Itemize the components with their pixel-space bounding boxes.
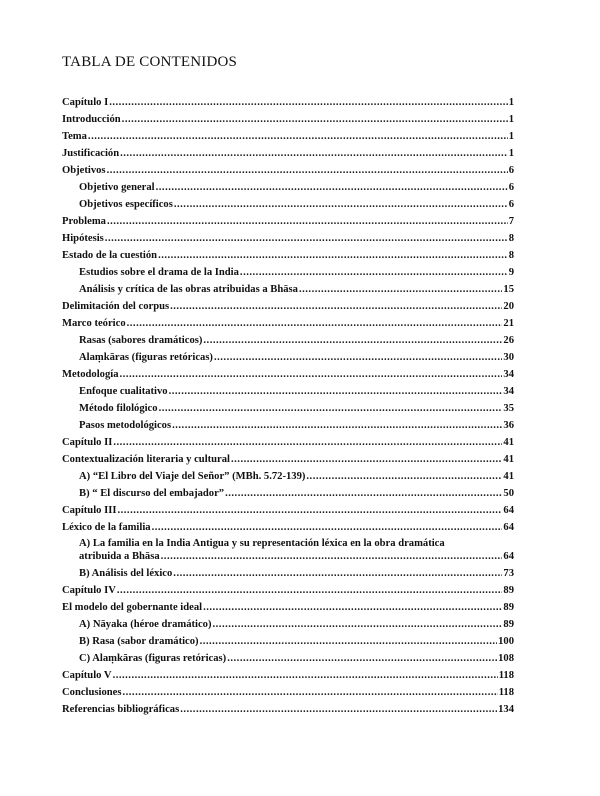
toc-entry-page: 6: [508, 165, 514, 176]
dot-leader: [240, 267, 508, 279]
toc-entry[interactable]: [62, 228, 514, 245]
dot-leader: [161, 550, 503, 563]
dot-leader: [203, 335, 502, 347]
toc-entry[interactable]: [62, 432, 514, 449]
dot-leader: [109, 97, 507, 109]
dot-leader: [127, 318, 503, 330]
toc-entry-page: 100: [498, 636, 514, 647]
toc-entry-page: 8: [508, 250, 514, 261]
toc-entry-title: Objetivo general: [79, 182, 155, 193]
dot-leader: [231, 454, 502, 466]
dot-leader: [105, 233, 508, 245]
page-title: TABLA DE CONTENIDOS: [62, 54, 238, 70]
toc-entry[interactable]: [62, 534, 514, 563]
toc-entry[interactable]: [62, 449, 514, 466]
toc-entry-page: 118: [498, 670, 514, 681]
toc-entry-title: Hipótesis: [62, 233, 104, 244]
toc-entry-page: 50: [503, 488, 514, 499]
toc-entry-title: Pasos metodológicos: [79, 420, 172, 431]
toc-entry[interactable]: [62, 330, 514, 347]
toc-entry-page: 41: [503, 437, 514, 448]
toc-entry-page: 34: [503, 386, 514, 397]
toc-entry-title: Análisis y crítica de las obras atribuidas a Bhāsa: [79, 284, 298, 295]
dot-leader: [159, 403, 503, 415]
toc-entry-title: Capítulo IV: [62, 585, 116, 596]
toc-entry-page: 20: [503, 301, 514, 312]
dot-leader: [107, 165, 508, 177]
toc-entry[interactable]: [62, 143, 514, 160]
toc-entry-page: 1: [508, 148, 514, 159]
dot-leader: [173, 568, 502, 580]
toc-entry-title: Alaṃkāras (figuras retóricas): [79, 352, 213, 363]
toc-entry-title: A) “El Libro del Viaje del Señor” (MBh. 5.72-139): [79, 471, 306, 482]
dot-leader: [113, 670, 498, 682]
toc-entry-title: Contextualización literaria y cultural: [62, 454, 230, 465]
dot-leader: [200, 636, 498, 648]
toc-entry-page: 89: [503, 585, 514, 596]
toc-entry-title: Estado de la cuestión: [62, 250, 158, 261]
toc-entry-page: 36: [503, 420, 514, 431]
toc-entry-title: atribuida a Bhāsa: [79, 551, 160, 562]
toc-entry-title: Objetivos: [62, 165, 106, 176]
dot-leader: [169, 386, 503, 398]
toc-entry[interactable]: [62, 682, 514, 699]
toc-entry[interactable]: [62, 381, 514, 398]
toc-entry-title: Objetivos específicos: [79, 199, 173, 210]
dot-leader: [203, 602, 502, 614]
toc-entry-page: 15: [503, 284, 514, 295]
toc-entry[interactable]: [62, 500, 514, 517]
dot-leader: [117, 505, 502, 517]
toc-entry-title: Metodología: [62, 369, 119, 380]
toc-entry[interactable]: [62, 364, 514, 381]
toc-entry[interactable]: [62, 313, 514, 330]
toc-entry[interactable]: [62, 211, 514, 228]
toc-entry[interactable]: [62, 563, 514, 580]
toc-entry-page: 9: [508, 267, 514, 278]
toc-entry[interactable]: [62, 580, 514, 597]
toc-entry-page: 7: [508, 216, 514, 227]
dot-leader: [120, 148, 508, 160]
toc-entry-title: Capítulo I: [62, 97, 109, 108]
dot-leader: [122, 687, 497, 699]
dot-leader: [172, 420, 502, 432]
dot-leader: [306, 471, 502, 483]
toc-entry-page: 73: [503, 568, 514, 579]
toc-entry[interactable]: [62, 483, 514, 500]
dot-leader: [214, 352, 502, 364]
toc-entry[interactable]: [62, 160, 514, 177]
toc-entry-page: 6: [508, 199, 514, 210]
toc-entry-title: Método filológico: [79, 403, 158, 414]
toc-entry-page: 64: [503, 505, 514, 516]
toc-entry-title: Marco teórico: [62, 318, 126, 329]
toc-entry[interactable]: [62, 194, 514, 211]
toc-entry-title: Conclusiones: [62, 687, 122, 698]
toc-entry[interactable]: [62, 398, 514, 415]
toc-entry-title: B) “ El discurso del embajador”: [79, 488, 225, 499]
toc-entry-title: Delimitación del corpus: [62, 301, 170, 312]
toc-entry-page: 1: [508, 97, 514, 108]
toc-entry-page: 134: [498, 704, 514, 715]
toc-entry-title: Rasas (sabores dramáticos): [79, 335, 203, 346]
toc-entry[interactable]: [62, 614, 514, 631]
toc-entry-page: 35: [503, 403, 514, 414]
dot-leader: [107, 216, 508, 228]
dot-leader: [117, 585, 503, 597]
toc-entry-page: 6: [508, 182, 514, 193]
toc-entry[interactable]: [62, 648, 514, 665]
toc-entry[interactable]: [62, 92, 514, 109]
toc-entry-title: Léxico de la familia: [62, 522, 151, 533]
toc-entry-page: 89: [503, 602, 514, 613]
toc-entry-page: 64: [503, 551, 514, 562]
toc-entry-page: 41: [503, 454, 514, 465]
dot-leader: [170, 301, 502, 313]
dot-leader: [174, 199, 508, 211]
dot-leader: [227, 653, 497, 665]
toc-entry-page: 26: [503, 335, 514, 346]
toc-entry[interactable]: [62, 347, 514, 364]
dot-leader: [156, 182, 508, 194]
toc-entry[interactable]: [62, 279, 514, 296]
toc-entry-title: El modelo del gobernante ideal: [62, 602, 203, 613]
dot-leader: [299, 284, 502, 296]
toc-entry-title-line1: A) La familia en la India Antigua y su representación léxica en la obra dramática: [79, 538, 445, 549]
toc-entry[interactable]: [62, 631, 514, 648]
toc-entry[interactable]: [62, 296, 514, 313]
toc-entry[interactable]: [62, 597, 514, 614]
toc-entry-title: C) Alaṃkāras (figuras retóricas): [79, 653, 227, 664]
dot-leader: [122, 114, 508, 126]
toc-entry-page: 64: [503, 522, 514, 533]
toc-entry[interactable]: [62, 109, 514, 126]
toc-entry-page: 8: [508, 233, 514, 244]
toc-entry-title: B) Rasa (sabor dramático): [79, 636, 199, 647]
dot-leader: [152, 522, 503, 534]
toc-entry-title: Referencias bibliográficas: [62, 704, 180, 715]
toc-entry[interactable]: [62, 126, 514, 143]
toc-entry-page: 21: [503, 318, 514, 329]
dot-leader: [120, 369, 503, 381]
toc-entry[interactable]: [62, 665, 514, 682]
toc-entry-page: 1: [508, 131, 514, 142]
toc-entry[interactable]: [62, 699, 514, 716]
dot-leader: [88, 131, 508, 143]
toc-entry-page: 41: [503, 471, 514, 482]
toc-entry[interactable]: [62, 262, 514, 279]
toc-entry-title: A) Nāyaka (héroe dramático): [79, 619, 212, 630]
toc-entry-page: 30: [503, 352, 514, 363]
toc-entry[interactable]: [62, 245, 514, 262]
toc-entry-title: Tema: [62, 131, 87, 142]
dot-leader: [213, 619, 503, 631]
toc-entry[interactable]: [62, 415, 514, 432]
toc-entry-title: Justificación: [62, 148, 120, 159]
toc-entry[interactable]: [62, 177, 514, 194]
toc-entry-title: Capítulo III: [62, 505, 117, 516]
dot-leader: [158, 250, 508, 262]
toc-entry-title: Capítulo II: [62, 437, 113, 448]
dot-leader: [225, 488, 502, 500]
table-of-contents: [62, 92, 514, 716]
toc-entry-title: Problema: [62, 216, 106, 227]
dot-leader: [180, 704, 497, 716]
toc-entry[interactable]: [62, 517, 514, 534]
toc-entry-title: Introducción: [62, 114, 121, 125]
toc-entry-title: Enfoque cualitativo: [79, 386, 168, 397]
dot-leader: [113, 437, 502, 449]
toc-entry-title: Estudios sobre el drama de la India: [79, 267, 239, 278]
toc-entry-page: 89: [503, 619, 514, 630]
toc-entry-title: B) Análisis del léxico: [79, 568, 173, 579]
toc-entry-page: 108: [498, 653, 514, 664]
toc-entry-page: 118: [498, 687, 514, 698]
toc-entry-title: Capítulo V: [62, 670, 112, 681]
toc-entry-page: 1: [508, 114, 514, 125]
toc-entry[interactable]: [62, 466, 514, 483]
toc-entry-page: 34: [503, 369, 514, 380]
